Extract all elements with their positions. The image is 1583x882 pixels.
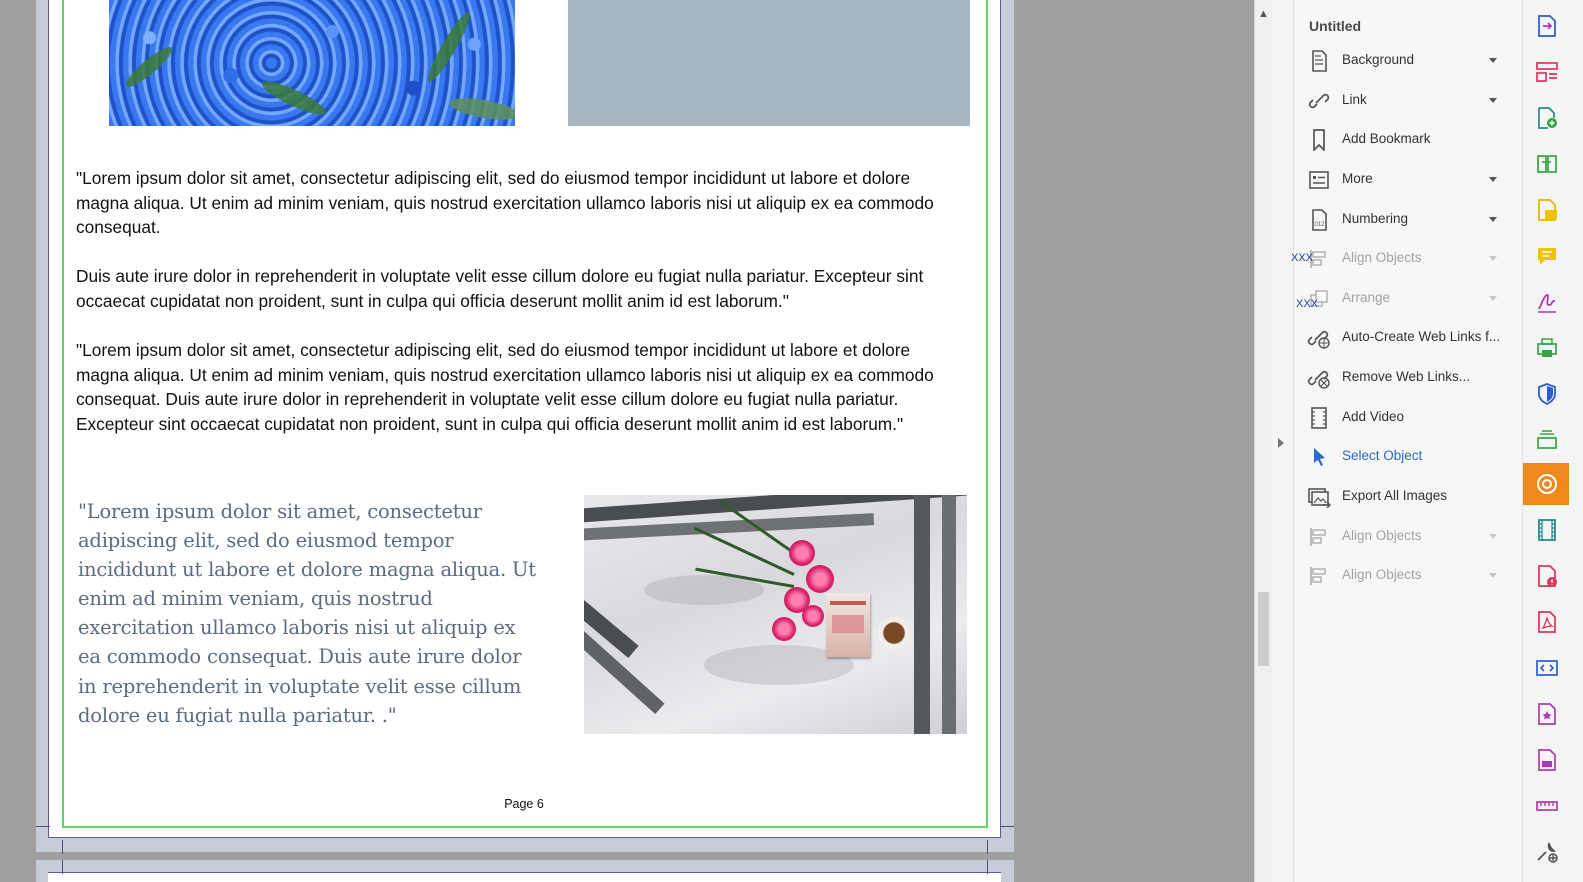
crop-mark [36,826,50,827]
tool-add-bookmark[interactable] [1294,120,1522,158]
crop-mark [62,840,63,854]
print-production-button[interactable] [1523,327,1569,367]
javascript-button[interactable] [1523,647,1569,687]
align-icon [1307,526,1331,548]
combine-icon [1535,152,1559,176]
tool-label: Arrange [1342,290,1391,305]
dropdown-arrow-icon[interactable] [1489,217,1497,222]
pull-quote: "Lorem ipsum dolor sit amet, consectetur adipiscing elit, sed do eiusmod tempor incididunt ut labore et dolore magna aliqua. Ut enim ad minim veniam, quis nostrud exercitation ullamco laboris nisi ut aliquip ex ea commodo consequat. Duis aute irure dolor in reprehenderit in voluptate velit esse cillum dolore eu fugiat nulla pariatur. ." [78,500,536,727]
tool-label: Numbering [1342,211,1409,226]
flowers-image[interactable] [109,0,515,126]
xxx-marker: XXX [1296,298,1319,310]
tools-panel [1294,0,1522,882]
svg-text:012: 012 [1314,222,1325,228]
tool-label: Export All Images [1342,488,1448,503]
dropdown-arrow-icon[interactable] [1489,98,1497,103]
tool-more[interactable] [1294,160,1522,198]
crop-mark [987,840,988,854]
cursor-icon [1307,446,1331,468]
dropdown-arrow-icon[interactable] [1489,296,1497,301]
crop-mark [62,860,63,874]
fill-sign-icon [1535,290,1559,314]
tool-label: Remove Web Links... [1342,369,1471,384]
protect-icon [1535,382,1559,406]
tool-align-objects[interactable] [1294,556,1522,594]
document-icon [1535,748,1559,772]
tool-align-objects[interactable] [1294,239,1522,277]
film-button[interactable] [1523,509,1569,549]
crop-mark [1000,826,1014,827]
vertical-scrollbar[interactable] [1254,0,1272,882]
rich-media-icon [1535,472,1559,496]
rich-media-button[interactable] [1523,463,1569,505]
collapse-arrow-icon[interactable] [1278,438,1284,448]
numbering-icon [1307,209,1331,231]
body-paragraph: "Lorem ipsum dolor sit amet, consectetur adipiscing elit, sed do eiusmod tempor incididunt ut labore et dolore magna aliqua. Ut enim ad minim veniam, quis nostrud exercitation ullamco laboris nisi ut aliquip ex ea commodo consequat. [76,168,934,238]
create-form-button[interactable] [1523,693,1569,733]
xxx-marker: XXX [1291,252,1314,264]
comment-icon [1535,244,1559,268]
tool-background[interactable] [1294,41,1522,79]
pdf-standards-button[interactable] [1523,555,1569,595]
tool-label: Align Objects [1342,567,1422,582]
create-form-icon [1535,702,1559,726]
body-paragraph: Duis aute irure dolor in reprehenderit in voluptate velit esse cillum dolore eu fugiat nulla pariatur. Excepteur sint occaecat cupidatat non proident, sunt in culpa qui officia deserunt mollit anim id est laborum." [76,266,924,311]
pdf-button[interactable] [1523,601,1569,641]
tool-label: Add Video [1342,409,1405,424]
javascript-icon [1535,656,1559,680]
crop-mark [987,860,988,874]
bookmark-icon [1307,129,1331,151]
panel-title: Untitled [1309,18,1362,34]
tool-export-all-images[interactable] [1294,477,1522,515]
protect-button[interactable] [1523,373,1569,413]
link-icon [1307,90,1331,112]
next-page[interactable] [48,872,1001,882]
tool-align-objects[interactable] [1294,517,1522,555]
tool-add-video[interactable] [1294,398,1522,436]
customize-tools-button[interactable] [1523,831,1569,871]
pdf-icon [1535,610,1559,634]
remove-weblink-icon [1307,367,1331,389]
export-images-icon [1307,486,1331,508]
create-pdf-icon [1535,106,1559,130]
measure-icon [1535,794,1559,818]
tool-label: Align Objects [1342,528,1422,543]
stamp-icon [1535,428,1559,452]
dropdown-arrow-icon[interactable] [1489,534,1497,539]
tool-label: Select Object [1342,448,1423,463]
film-icon [1535,518,1559,542]
tool-link[interactable] [1294,81,1522,119]
page-number: Page 6 [504,797,544,811]
edit-comment-button[interactable] [1523,189,1569,229]
combine-files-button[interactable] [1523,143,1569,183]
tool-auto-create-web-links[interactable] [1294,318,1522,356]
scroll-up-arrow-icon[interactable]: ▲ [1258,8,1269,20]
body-paragraph: "Lorem ipsum dolor sit amet, consectetur adipiscing elit, sed do eiusmod tempor incididunt ut labore et dolore magna aliqua. Ut enim ad minim veniam, quis nostrud exercitation ullamco laboris nisi ut aliquip ex ea commodo consequat. Duis aute irure dolor in reprehenderit in voluptate velit esse cillum dolore eu fugiat nulla pariatur. Excepteur sint occaecat cupidatat non proident, sunt in culpa qui officia deserunt mollit anim id est laborum." [76,340,934,434]
document-button[interactable] [1523,739,1569,779]
bed-flowers-image[interactable] [584,495,967,734]
comment-button[interactable] [1523,235,1569,275]
tool-numbering[interactable] [1294,200,1522,238]
stamp-button[interactable] [1523,419,1569,459]
scroll-thumb[interactable] [1258,592,1269,666]
fill-sign-button[interactable] [1523,281,1569,321]
tools-icon-rail [1522,0,1583,882]
tool-arrange[interactable] [1294,279,1522,317]
print-production-icon [1535,336,1559,360]
edit-comment-icon [1535,198,1559,222]
dropdown-arrow-icon[interactable] [1489,177,1497,182]
tool-select-object[interactable] [1294,437,1522,475]
dropdown-arrow-icon[interactable] [1489,58,1497,63]
page-icon [1307,50,1331,72]
dropdown-arrow-icon[interactable] [1489,256,1497,261]
export-pdf-icon [1535,14,1559,38]
pdf-standards-icon [1535,564,1559,588]
tool-label: Auto-Create Web Links f... [1342,329,1501,344]
panel-collapse-strip[interactable] [1272,0,1294,882]
align-icon [1307,565,1331,587]
tool-remove-web-links[interactable] [1294,358,1522,396]
form-icon [1307,169,1331,191]
measure-button[interactable] [1523,785,1569,825]
customize-tools-icon [1535,840,1559,864]
export-pdf-button[interactable] [1523,5,1569,45]
tool-label: Align Objects [1342,250,1422,265]
tool-label: Link [1342,92,1367,107]
create-pdf-button[interactable] [1523,97,1569,137]
tool-label: Add Bookmark [1342,131,1431,146]
tool-label: Background [1342,52,1415,67]
placeholder-image[interactable] [568,0,970,126]
video-icon [1307,407,1331,429]
organize-pages-button[interactable] [1523,51,1569,91]
weblink-icon [1307,327,1331,349]
organize-pages-icon [1535,60,1559,84]
dropdown-arrow-icon[interactable] [1489,573,1497,578]
tool-label: More [1342,171,1373,186]
